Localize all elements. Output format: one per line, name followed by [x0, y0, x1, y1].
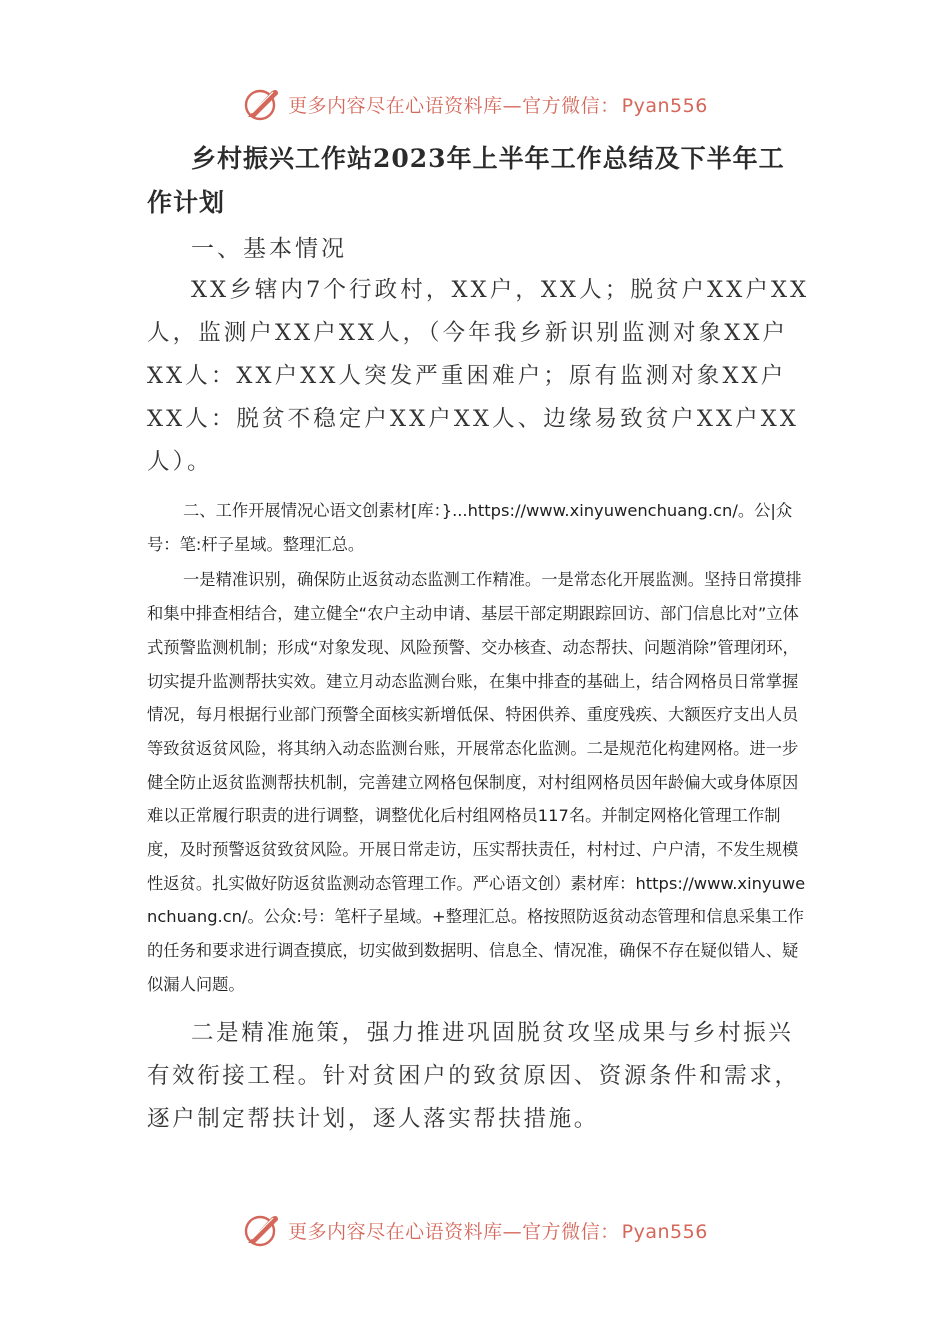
quill-logo-icon	[242, 84, 282, 124]
footer-banner	[0, 1208, 950, 1252]
section-2-paragraph-1: 一是精准识别，确保防止返贫动态监测工作精准。一是常态化开展监测。坚持日常摸排和集中排查相结合，建立健全“农户主动申请、基层干部定期跟踪回访、部门信息比对”立体式预警监测机制；形成“对象发现、风险预警、交办核查、动态帮扶、问题消除”管理闭环，切实提升监测帮扶实效。建立月动态监测台账，在集中排查的基础上，结合网格员日常掌握情况，每月根据行业部门预警全面核实新增低保、特困供养、重度残疾、大额医疗支出人员等致贫返贫风险，将其纳入动态监测台账，开展常态化监测。二是规范化构建网格。进一步健全防止返贫监测帮扶机制，完善建立网格包保制度，对村组网格员因年龄偏大或身体原因难以正常履行职责的进行调整，调整优化后村组网格员117名。并制定网格化管理工作制度，及时预警返贫致贫风险。开展日常走访，压实帮扶责任，村村过、户户清，不发生规模性返贫。扎实做好防返贫监测动态管理工作。严心语文创）素材库：https://www.xinyuwenchuang.cn/。公众:号：笔杆子星域。+整理汇总。格按照防返贫动态管理和信息采集工作的任务和要求进行调查摸底，切实做到数据明、信息全、情况准，确保不存在疑似错人、疑似漏人问题。	[147, 570, 806, 994]
section-2-paragraph-2: 二是精准施策，强力推进巩固脱贫攻坚成果与乡村振兴有效衔接工程。针对贫困户的致贫原因、资源条件和需求，逐户制定帮扶计划，逐人落实帮扶措施。	[147, 1019, 800, 1132]
banner-text: 更多内容尽在心语资料库—官方微信： Pyan556	[288, 1220, 708, 1243]
section-2-heading: 二、工作开展情况心语文创素材[库：}...https://www.xinyuwenchuang.cn/。公|众号：笔:杆子星域。整理汇总。	[147, 501, 793, 554]
header-banner	[0, 82, 950, 126]
document-title: 乡村振兴工作站2023年上半年工作总结及下半年工作计划	[147, 144, 785, 217]
document-body	[147, 137, 810, 1141]
banner-text: 更多内容尽在心语资料库—官方微信： Pyan556	[288, 94, 708, 117]
quill-logo-icon	[242, 1210, 282, 1250]
section-1-heading: 一、基本情况	[191, 236, 347, 262]
section-1-body: XX乡辖内7个行政村，XX户，XX人；脱贫户XX户XX人，监测户XX户XX人，（今年我乡新识别监测对象XX户XX人：XX户XX人突发严重困难户；原有监测对象XX户XX人：脱贫不稳定户XX户XX人、边缘易致贫户XX户XX人）。	[147, 277, 810, 475]
